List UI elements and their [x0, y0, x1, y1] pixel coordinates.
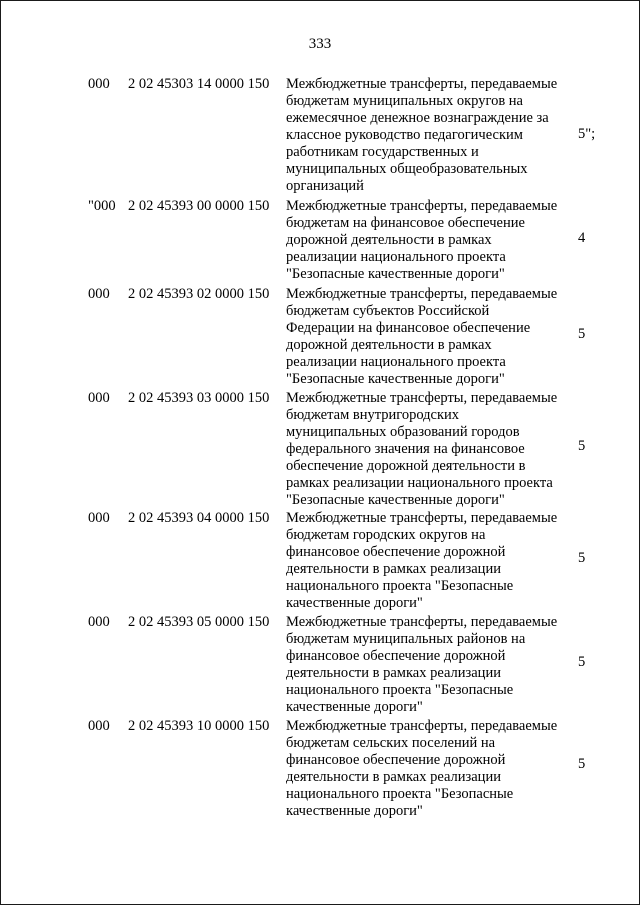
revenue-description — [286, 614, 569, 716]
description-line: дорожной деятельности в рамках — [286, 232, 492, 248]
description-line: бюджетам муниципальных округов на — [286, 93, 523, 109]
amount-cell: 5"; — [578, 126, 596, 142]
description-line: реализации национального проекта — [286, 249, 506, 265]
description-line: дорожной деятельности в рамках — [286, 337, 492, 353]
budget-classification-code: 2 02 45303 14 0000 150 — [128, 76, 270, 92]
amount-cell: 4 — [578, 230, 586, 246]
description-line: национального проекта "Безопасные — [286, 786, 514, 802]
revenue-description — [286, 198, 569, 283]
description-line: финансовое обеспечение дорожной — [286, 648, 506, 664]
description-line: работникам государственных и — [286, 144, 479, 160]
admin-code: 000 — [88, 510, 110, 526]
description-line: рамках реализации национального проекта — [286, 475, 553, 491]
budget-classification-code: 2 02 45393 04 0000 150 — [128, 510, 270, 526]
description-line: финансовое обеспечение дорожной — [286, 752, 506, 768]
admin-code: 000 — [88, 286, 110, 302]
admin-code: 000 — [88, 390, 110, 406]
description-line: "Безопасные качественные дороги" — [286, 371, 505, 387]
budget-classification-code: 2 02 45393 05 0000 150 — [128, 614, 270, 630]
revenue-description — [286, 390, 569, 509]
revenue-description — [286, 718, 569, 820]
description-line: "Безопасные качественные дороги" — [286, 266, 505, 282]
description-line: муниципальных общеобразовательных — [286, 161, 528, 177]
description-line: качественные дороги" — [286, 699, 423, 715]
budget-classification-code: 2 02 45393 00 0000 150 — [128, 198, 270, 214]
description-line: бюджетам внутригородских — [286, 407, 460, 423]
description-line: бюджетам городских округов на — [286, 527, 486, 543]
description-line: бюджетам на финансовое обеспечение — [286, 215, 525, 231]
amount-cell: 5 — [578, 756, 586, 772]
description-line: Межбюджетные трансферты, передаваемые — [286, 76, 558, 92]
description-line: Межбюджетные трансферты, передаваемые — [286, 614, 558, 630]
budget-classification-code: 2 02 45393 10 0000 150 — [128, 718, 270, 734]
description-line: Межбюджетные трансферты, передаваемые — [286, 718, 558, 734]
revenue-description — [286, 76, 569, 195]
description-line: качественные дороги" — [286, 595, 423, 611]
description-line: Межбюджетные трансферты, передаваемые — [286, 390, 558, 406]
description-line: федерального значения на финансовое — [286, 441, 525, 457]
description-line: Федерации на финансовое обеспечение — [286, 320, 531, 336]
admin-code: "000 — [88, 198, 116, 214]
description-line: бюджетам субъектов Российской — [286, 303, 490, 319]
description-line: ежемесячное денежное вознаграждение за — [286, 110, 549, 126]
description-line: муниципальных образований городов — [286, 424, 520, 440]
page-number: 333 — [308, 36, 332, 52]
description-line: деятельности в рамках реализации — [286, 665, 501, 681]
description-line: "Безопасные качественные дороги" — [286, 492, 505, 508]
budget-classification-code: 2 02 45393 03 0000 150 — [128, 390, 270, 406]
admin-code: 000 — [88, 718, 110, 734]
description-line: финансовое обеспечение дорожной — [286, 544, 506, 560]
description-line: Межбюджетные трансферты, передаваемые — [286, 510, 558, 526]
admin-code: 000 — [88, 614, 110, 630]
budget-classification-code: 2 02 45393 02 0000 150 — [128, 286, 270, 302]
description-line: деятельности в рамках реализации — [286, 561, 501, 577]
description-line: обеспечение дорожной деятельности в — [286, 458, 526, 474]
description-line: классное руководство педагогическим — [286, 127, 523, 143]
description-line: национального проекта "Безопасные — [286, 578, 514, 594]
description-line: Межбюджетные трансферты, передаваемые — [286, 198, 558, 214]
description-line: бюджетам муниципальных районов на — [286, 631, 526, 647]
description-line: Межбюджетные трансферты, передаваемые — [286, 286, 558, 302]
revenue-description — [286, 510, 569, 612]
description-line: качественные дороги" — [286, 803, 423, 819]
admin-code: 000 — [88, 76, 110, 92]
amount-cell: 5 — [578, 654, 586, 670]
amount-cell: 5 — [578, 326, 586, 342]
description-line: деятельности в рамках реализации — [286, 769, 501, 785]
description-line: национального проекта "Безопасные — [286, 682, 514, 698]
amount-cell: 5 — [578, 550, 586, 566]
description-line: организаций — [286, 178, 364, 194]
description-line: реализации национального проекта — [286, 354, 506, 370]
amount-cell: 5 — [578, 438, 586, 454]
description-line: бюджетам сельских поселений на — [286, 735, 496, 751]
revenue-description — [286, 286, 569, 388]
